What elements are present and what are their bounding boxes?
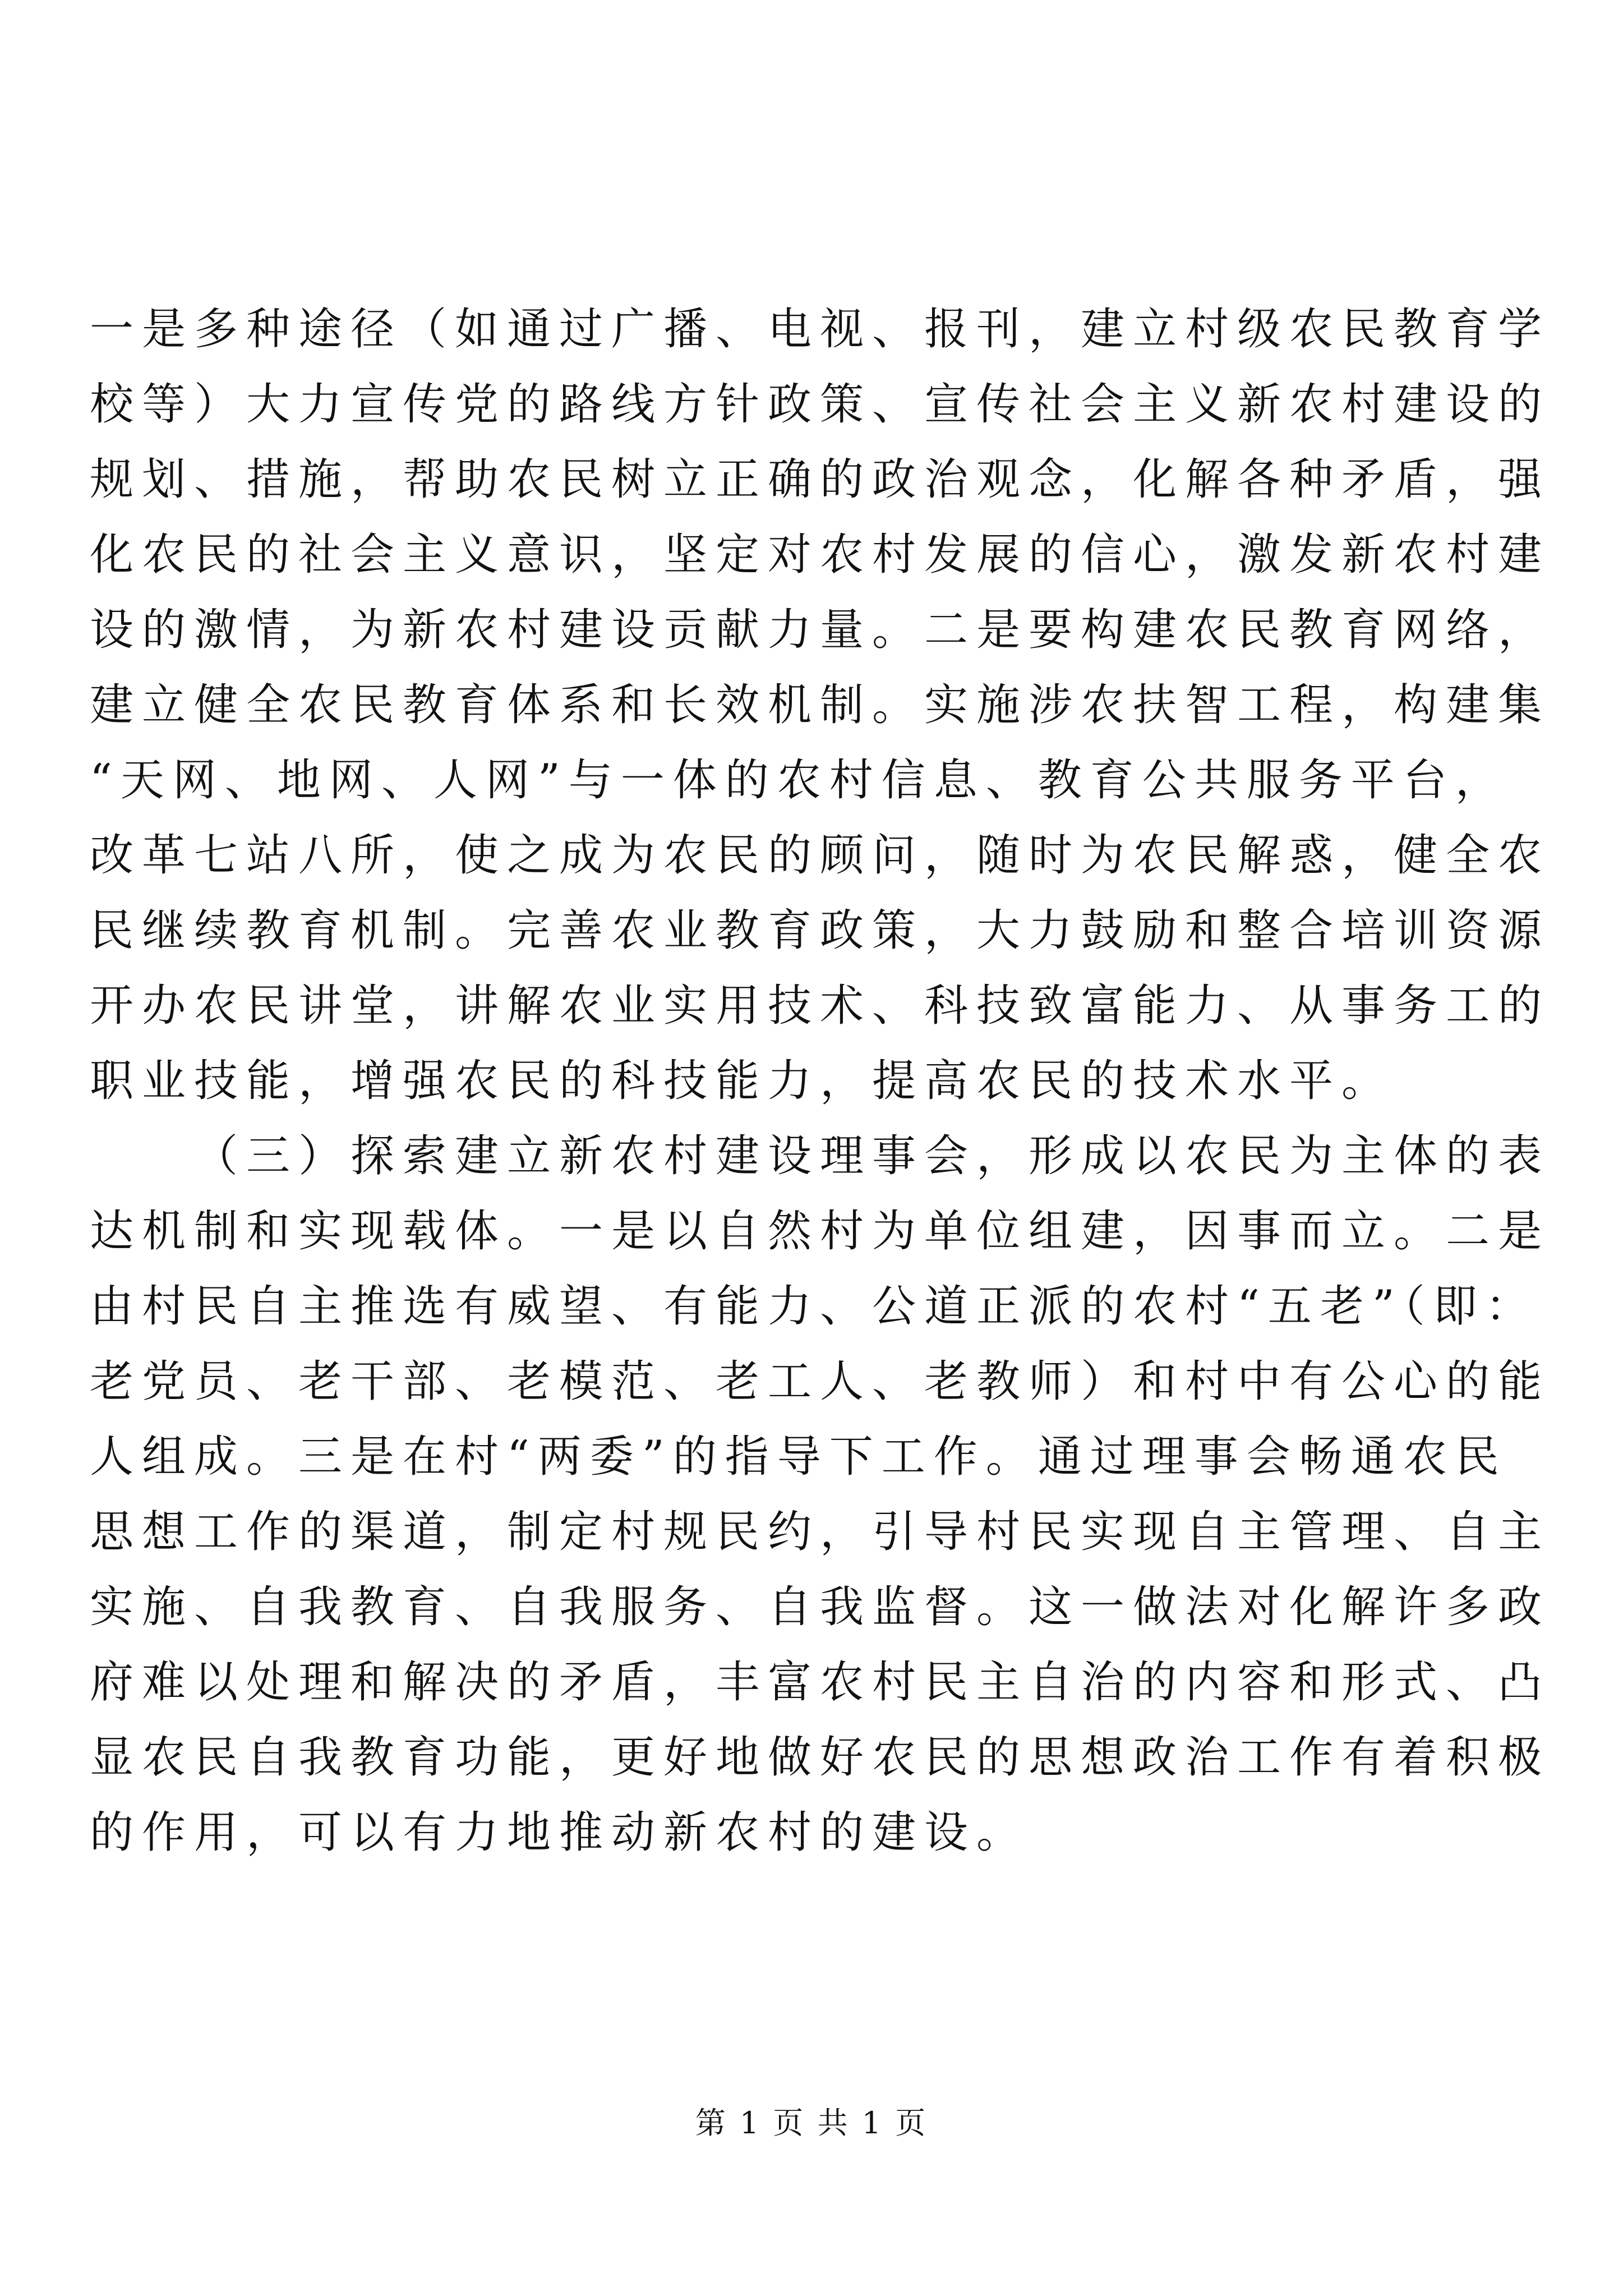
- text-line-indented: （三）探索建立新农村建设理事会，形成以农民为主体的表: [194, 1131, 1551, 1181]
- text-line: 开办农民讲堂，讲解农业实用技术、科技致富能力、从事务工的: [90, 981, 1551, 1031]
- text-line: 的作用，可以有力地推动新农村的建设。: [90, 1807, 1029, 1858]
- text-line: 建立健全农民教育体系和长效机制。实施涉农扶智工程，构建集: [90, 680, 1551, 730]
- text-line: 民继续教育机制。完善农业教育政策，大力鼓励和整合培训资源: [90, 905, 1551, 956]
- text-line: 实施、自我教育、自我服务、自我监督。这一做法对化解许多政: [90, 1582, 1551, 1632]
- text-line: 校等）大力宣传党的路线方针政策、宣传社会主义新农村建设的: [90, 379, 1551, 430]
- text-line: “天网、地网、人网”与一体的农村信息、教育公共服务平台，: [90, 755, 1507, 806]
- text-line: 化农民的社会主义意识，坚定对农村发展的信心，激发新农村建: [90, 530, 1551, 580]
- text-line: 人组成。三是在村“两委”的指导下工作。通过理事会畅通农民: [90, 1432, 1507, 1482]
- text-line: 规划、措施，帮助农民树立正确的政治观念，化解各种矛盾，强: [90, 454, 1551, 505]
- paragraph-2: [90, 1119, 1551, 1870]
- text-line: 府难以处理和解决的矛盾，丰富农村民主自治的内容和形式、凸: [90, 1657, 1551, 1708]
- page-number-footer: 第 1 页 共 1 页: [695, 2105, 928, 2141]
- document-body: [90, 292, 1551, 1870]
- text-line: 老党员、老干部、老模范、老工人、老教师）和村中有公心的能: [90, 1356, 1551, 1407]
- text-line: 由村民自主推选有威望、有能力、公道正派的农村“五老”（即：: [90, 1281, 1538, 1332]
- text-line: 思想工作的渠道，制定村规民约，引导村民实现自主管理、自主: [90, 1507, 1551, 1557]
- text-line: 达机制和实现载体。一是以自然村为单位组建，因事而立。二是: [90, 1206, 1551, 1257]
- text-line: 显农民自我教育功能，更好地做好农民的思想政治工作有着积极: [90, 1732, 1551, 1783]
- text-line: 设的激情，为新农村建设贡献力量。二是要构建农民教育网络，: [90, 605, 1551, 655]
- text-line: 一是多种途径（如通过广播、电视、报刊，建立村级农民教育学: [90, 304, 1551, 355]
- paragraph-1: [90, 292, 1551, 1119]
- text-line: 改革七站八所，使之成为农民的顾问，随时为农民解惑，健全农: [90, 830, 1551, 881]
- text-line: 职业技能，增强农民的科技能力，提高农民的技术水平。: [90, 1056, 1394, 1106]
